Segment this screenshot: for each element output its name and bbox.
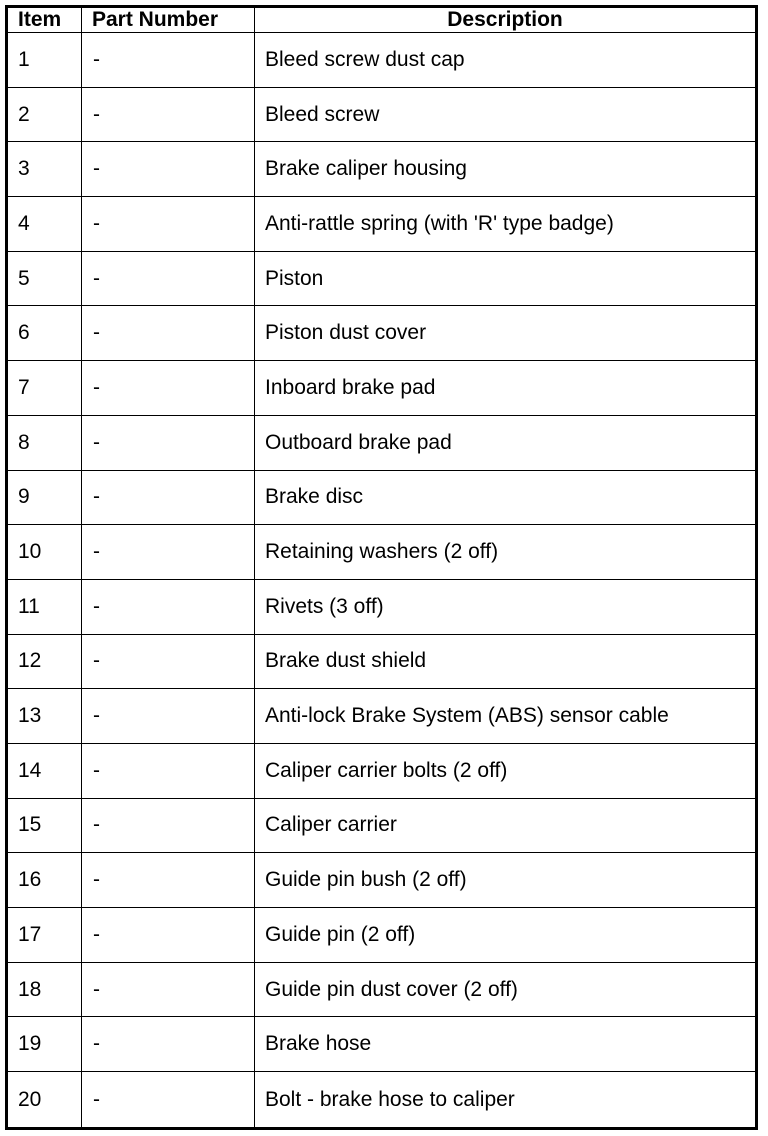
table-row [7, 962, 757, 1017]
cell-part-number: - [82, 525, 255, 580]
cell-item: 12 [7, 634, 82, 689]
cell-part-number: - [82, 251, 255, 306]
cell-item: 19 [7, 1017, 82, 1072]
cell-item: 3 [7, 142, 82, 197]
cell-item: 16 [7, 853, 82, 908]
cell-description: Brake hose [255, 1017, 757, 1072]
table-row [7, 361, 757, 416]
cell-part-number: - [82, 689, 255, 744]
cell-description: Outboard brake pad [255, 415, 757, 470]
cell-part-number: - [82, 1017, 255, 1072]
cell-description: Rivets (3 off) [255, 579, 757, 634]
cell-item: 20 [7, 1072, 82, 1129]
table-row [7, 197, 757, 252]
cell-part-number: - [82, 415, 255, 470]
cell-part-number: - [82, 579, 255, 634]
table-row [7, 579, 757, 634]
cell-part-number: - [82, 1072, 255, 1129]
cell-part-number: - [82, 743, 255, 798]
cell-description: Anti-lock Brake System (ABS) sensor cable [255, 689, 757, 744]
cell-item: 11 [7, 579, 82, 634]
cell-item: 7 [7, 361, 82, 416]
cell-part-number: - [82, 33, 255, 88]
cell-description: Guide pin (2 off) [255, 908, 757, 963]
cell-description: Anti-rattle spring (with 'R' type badge) [255, 197, 757, 252]
table-row [7, 306, 757, 361]
cell-description: Caliper carrier [255, 798, 757, 853]
cell-description: Brake disc [255, 470, 757, 525]
table-row [7, 87, 757, 142]
table-row [7, 689, 757, 744]
cell-part-number: - [82, 962, 255, 1017]
cell-part-number: - [82, 908, 255, 963]
table-row [7, 908, 757, 963]
cell-description: Caliper carrier bolts (2 off) [255, 743, 757, 798]
parts-table [5, 5, 758, 1130]
cell-item: 2 [7, 87, 82, 142]
cell-description: Guide pin dust cover (2 off) [255, 962, 757, 1017]
cell-part-number: - [82, 470, 255, 525]
table-row [7, 470, 757, 525]
cell-part-number: - [82, 306, 255, 361]
header-item: Item [7, 7, 82, 33]
cell-description: Brake caliper housing [255, 142, 757, 197]
table-row [7, 798, 757, 853]
cell-part-number: - [82, 87, 255, 142]
table-row [7, 142, 757, 197]
cell-item: 15 [7, 798, 82, 853]
table-row [7, 525, 757, 580]
cell-part-number: - [82, 853, 255, 908]
table-row [7, 1017, 757, 1072]
cell-description: Piston [255, 251, 757, 306]
cell-part-number: - [82, 634, 255, 689]
table-row [7, 853, 757, 908]
cell-item: 18 [7, 962, 82, 1017]
table-header-row [7, 7, 757, 33]
cell-item: 10 [7, 525, 82, 580]
cell-description: Bleed screw dust cap [255, 33, 757, 88]
cell-item: 8 [7, 415, 82, 470]
table-row [7, 634, 757, 689]
table-row [7, 251, 757, 306]
cell-description: Brake dust shield [255, 634, 757, 689]
cell-item: 14 [7, 743, 82, 798]
cell-part-number: - [82, 197, 255, 252]
header-description: Description [255, 7, 757, 33]
cell-item: 4 [7, 197, 82, 252]
cell-item: 5 [7, 251, 82, 306]
cell-description: Bleed screw [255, 87, 757, 142]
cell-part-number: - [82, 361, 255, 416]
cell-item: 1 [7, 33, 82, 88]
cell-description: Guide pin bush (2 off) [255, 853, 757, 908]
table-row [7, 1072, 757, 1129]
cell-description: Piston dust cover [255, 306, 757, 361]
cell-description: Bolt - brake hose to caliper [255, 1072, 757, 1129]
cell-part-number: - [82, 142, 255, 197]
cell-item: 13 [7, 689, 82, 744]
cell-description: Retaining washers (2 off) [255, 525, 757, 580]
cell-part-number: - [82, 798, 255, 853]
cell-item: 17 [7, 908, 82, 963]
header-part-number: Part Number [82, 7, 255, 33]
table-row [7, 743, 757, 798]
table-row [7, 33, 757, 88]
cell-item: 9 [7, 470, 82, 525]
table-body [7, 33, 757, 1129]
table-row [7, 415, 757, 470]
cell-description: Inboard brake pad [255, 361, 757, 416]
cell-item: 6 [7, 306, 82, 361]
